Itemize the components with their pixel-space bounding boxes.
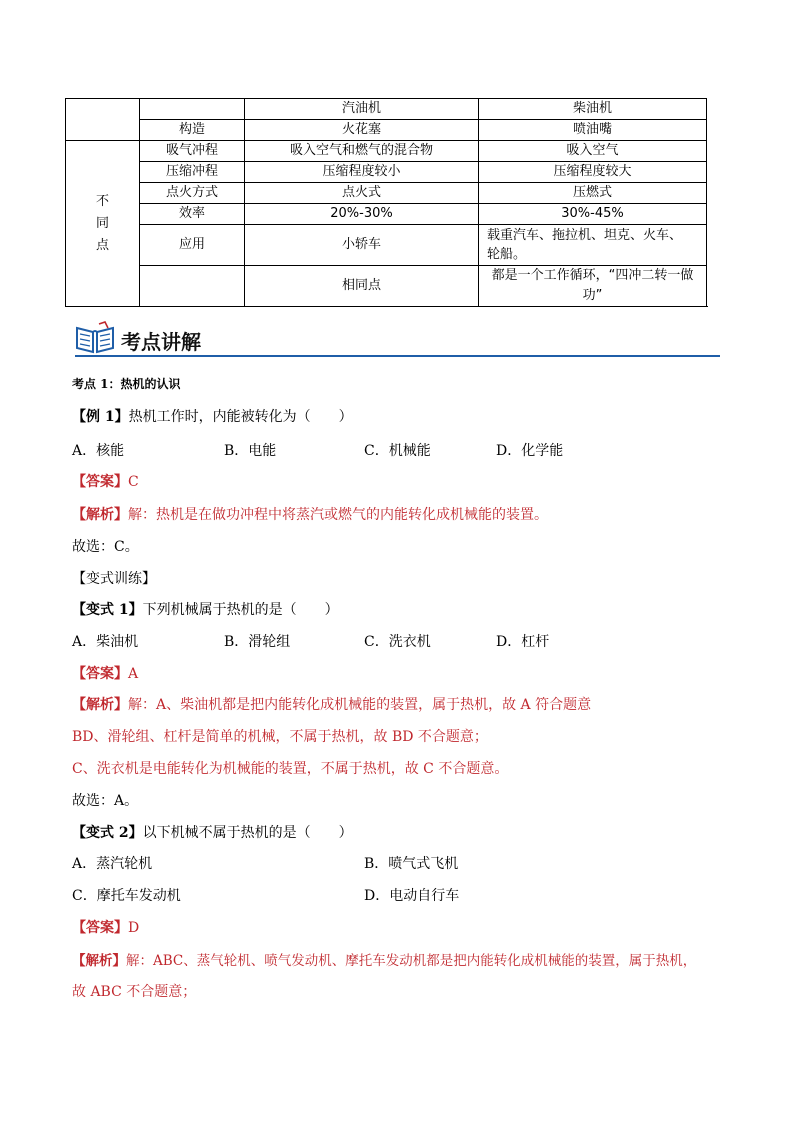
choose-line: 故选：C。 xyxy=(72,539,139,555)
analysis-text: BD、滑轮组、杠杆是简单的机械，不属于热机，故 BD 不合题意； xyxy=(72,729,488,745)
table-empty-cell xyxy=(140,99,245,120)
analysis-line xyxy=(72,694,591,714)
table-row xyxy=(66,120,707,141)
cell-gasoline: 压缩程度较小 xyxy=(245,162,479,183)
option-b: B．喷气式飞机 xyxy=(364,856,459,872)
answer-value: D xyxy=(128,920,140,936)
cell-gasoline: 点火式 xyxy=(245,183,479,204)
same-label: 相同点 xyxy=(245,266,479,307)
option-b: B．电能 xyxy=(224,443,277,459)
same-text: 都是一个工作循环，“四冲二转一做功” xyxy=(479,266,707,307)
option-c: C．洗衣机 xyxy=(364,634,431,650)
row-label: 应用 xyxy=(140,225,245,266)
answer-tag: 【答案】 xyxy=(72,666,128,682)
table-row xyxy=(66,162,707,183)
analysis-line xyxy=(72,949,696,969)
analysis-text: 解：ABC、蒸气轮机、喷气发动机、摩托车发动机都是把内能转化成机械能的装置，属于热机， xyxy=(126,953,697,969)
cell-diesel xyxy=(479,225,707,266)
cell-gasoline: 火花塞 xyxy=(245,120,479,141)
question-text: 热机工作时，内能被转化为（ ） xyxy=(128,409,353,425)
table-row xyxy=(66,204,707,225)
cell-gasoline: 小轿车 xyxy=(245,225,479,266)
answer-line xyxy=(72,917,139,937)
cell-gasoline: 吸入空气和燃气的混合物 xyxy=(245,141,479,162)
question-text: 以下机械不属于热机的是（ ） xyxy=(142,825,353,841)
analysis-tag: 【解析】 xyxy=(72,507,128,523)
option-a: A．核能 xyxy=(72,443,125,459)
variant-tag: 【变式 2】 xyxy=(72,825,143,841)
row-label: 构造 xyxy=(140,120,245,141)
cell-diesel-line: 轮船。 xyxy=(487,247,527,262)
cell-diesel: 压燃式 xyxy=(479,183,707,204)
table-header-row xyxy=(66,99,707,120)
variant-question xyxy=(72,822,353,842)
cell-diesel: 30%-45% xyxy=(479,204,707,225)
col-header-diesel: 柴油机 xyxy=(479,99,707,120)
analysis-tag: 【解析】 xyxy=(72,953,126,969)
variant-tag: 【变式 1】 xyxy=(72,602,143,618)
question-text: 下列机械属于热机的是（ ） xyxy=(142,602,339,618)
answer-tag: 【答案】 xyxy=(72,920,128,936)
key-point-title: 考点 1：热机的认识 xyxy=(72,377,181,391)
cell-diesel: 喷油嘴 xyxy=(479,120,707,141)
cell-gasoline: 20%-30% xyxy=(245,204,479,225)
analysis-line xyxy=(72,504,548,524)
variant-question xyxy=(72,599,339,619)
answer-value: C xyxy=(128,474,139,490)
cell-diesel: 吸入空气 xyxy=(479,141,707,162)
open-book-icon xyxy=(75,320,115,354)
section-title: 考点讲解 xyxy=(121,330,201,354)
option-c: C．机械能 xyxy=(364,443,431,459)
col-header-gasoline: 汽油机 xyxy=(245,99,479,120)
example-question xyxy=(72,406,353,426)
analysis-text: C、洗衣机是电能转化为机械能的装置，不属于热机，故 C 不合题意。 xyxy=(72,761,509,777)
answer-value: A xyxy=(128,666,139,682)
section-heading xyxy=(75,320,720,358)
option-b: B．滑轮组 xyxy=(224,634,291,650)
option-d: D．电动自行车 xyxy=(364,888,460,904)
analysis-text: 解：热机是在做功冲程中将蒸汽或燃气的内能转化成机械能的装置。 xyxy=(128,507,548,523)
different-char: 同 xyxy=(95,215,109,231)
section-rule xyxy=(75,355,720,357)
row-label: 压缩冲程 xyxy=(140,162,245,183)
different-label xyxy=(66,141,140,307)
example-tag: 【例 1】 xyxy=(72,409,129,425)
option-d: D．化学能 xyxy=(496,443,564,459)
table-row-same xyxy=(66,266,707,307)
table-row xyxy=(66,183,707,204)
option-a: A．柴油机 xyxy=(72,634,139,650)
row-label: 点火方式 xyxy=(140,183,245,204)
table-corner-cell xyxy=(66,99,140,141)
table-row xyxy=(66,225,707,266)
table-row xyxy=(66,141,707,162)
option-a: A．蒸汽轮机 xyxy=(72,856,153,872)
option-c: C．摩托车发动机 xyxy=(72,888,181,904)
option-d: D．杠杆 xyxy=(496,634,550,650)
cell-diesel-line: 载重汽车、拖拉机、坦克、火车、 xyxy=(487,228,683,243)
choose-line: 故选：A。 xyxy=(72,793,139,809)
different-char: 点 xyxy=(95,237,109,253)
answer-line xyxy=(72,663,138,683)
comparison-table xyxy=(65,98,707,307)
variant-heading: 【变式训练】 xyxy=(72,571,156,587)
row-label: 效率 xyxy=(140,204,245,225)
row-label: 吸气冲程 xyxy=(140,141,245,162)
analysis-text: 解：A、柴油机都是把内能转化成机械能的装置，属于热机，故 A 符合题意 xyxy=(128,697,592,713)
different-char: 不 xyxy=(95,193,109,209)
answer-tag: 【答案】 xyxy=(72,474,128,490)
analysis-text: 故 ABC 不合题意； xyxy=(72,984,197,1000)
answer-line xyxy=(72,471,139,491)
analysis-tag: 【解析】 xyxy=(72,697,128,713)
cell-diesel: 压缩程度较大 xyxy=(479,162,707,183)
